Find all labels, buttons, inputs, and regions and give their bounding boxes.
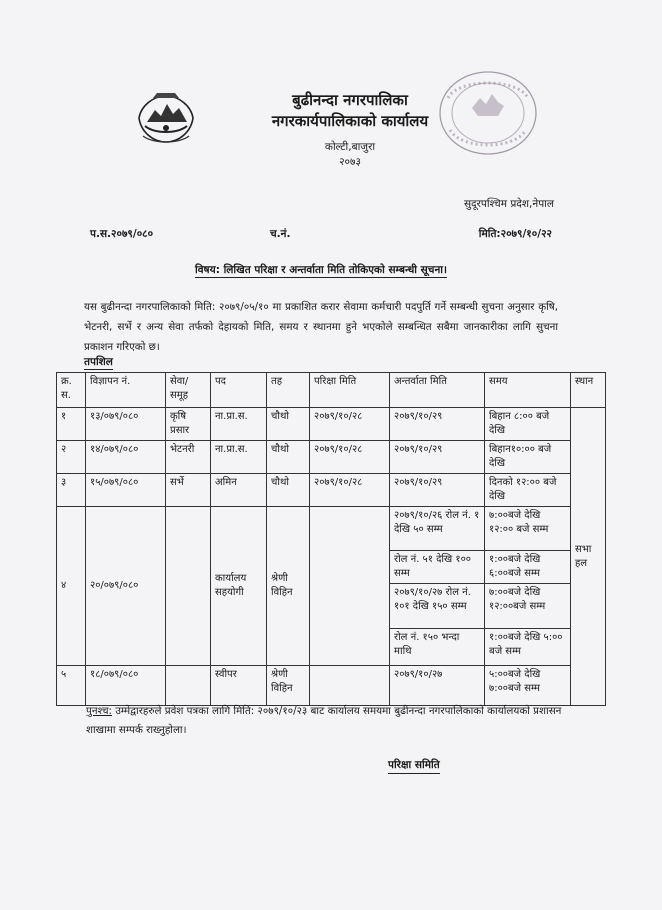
table-row [57,507,606,551]
notice-body: यस बुढीनन्दा नगरपालिकाको मिति: २०७९/०५/१० मा प्रकाशित करार सेवामा कर्मचारी पदपुर्ति गर्ने सम्बन्धी सुचना अनुसार कृषि, भेटनरी, सर्भे र अन्य सेवा तर्फको देहायको मिति, समय र स्थानमा हुने भएकोले सम्बन्धित सबैमा जानकारीका लागि सुचना प्रकाशन गरिएको छ। [84,301,558,353]
header-time: समय [485,373,571,408]
header-exam-date: परिक्षा मिति [310,373,390,408]
office-title: नगरकार्यपालिकाको कार्यालय [271,112,429,130]
cell-sn: ५ [57,666,86,706]
cell-interview-date: २०७९/१०/२९ [390,441,485,474]
footnote [86,702,564,740]
cell-exam-date: २०७९/१०/२८ [310,441,390,474]
cell-time: १:००बजे देखि ५:०० बजे सम्म [485,629,571,666]
cell-post: अमिन [211,474,267,507]
office-address [215,140,485,170]
cell-level: चौथो [267,441,310,474]
cell-service [166,507,211,666]
table-row [57,408,606,441]
footnote-label: पुनश्च: [86,705,112,717]
cell-service: भेटनरी [166,441,211,474]
letter-date: मिति:२०७९/१०/२२ [478,228,552,240]
cell-post: कार्यालय सहयोगी [211,507,267,666]
cell-interview-date: २०७९/१०/२७ [390,666,485,706]
cell-venue: सभा हल [571,408,606,706]
header-service: सेवा/ समूह [166,373,211,408]
office-name [215,90,485,132]
header-level: तह [267,373,310,408]
cell-adv-no: १५/०७९/०८० [86,474,166,507]
footnote-text: उम्मेद्वारहरुले प्रवेश पत्रका लागि मिति: २०७९/१०/२३ बाट कार्यालय समयमा बुढीनन्दा नगरपालिकाको कार्यालयको प्रशासन शाखामा सम्पर्क राख्नुहोला। [86,705,562,736]
cell-exam-date [310,666,390,706]
reference-line [90,227,552,243]
established-year: २०७३ [339,156,361,168]
cell-adv-no: १३/०७९/०८० [86,408,166,441]
details-heading: तपशिल [84,356,113,368]
cell-exam-date: २०७९/१०/२८ [310,474,390,507]
address-line: कोल्टी,बाजुरा [324,141,376,153]
cell-level: श्रेणी विहिन [267,507,310,666]
cell-post: ना.प्रा.स. [211,441,267,474]
cell-time: ५:००बजे देखि ७:००बजे सम्म [485,666,571,706]
cell-exam-date [310,507,390,666]
cell-service [166,666,211,706]
cell-service: कृषि प्रसार [166,408,211,441]
cell-interview-date: २०७९/१०/२७ रोल नं. १०१ देखि १५० सम्म [390,584,485,629]
cell-post: ना.प्रा.स. [211,408,267,441]
schedule-table [56,372,606,706]
header-adv-no: विज्ञापन नं. [86,373,166,408]
cell-sn: ४ [57,507,86,666]
cell-adv-no: २०/०७९/०८० [86,507,166,666]
subject-line [90,263,552,277]
cell-post: स्वीपर [211,666,267,706]
cell-interview-date: २०७९/१०/२९ [390,408,485,441]
cell-service: सर्भे [166,474,211,507]
cell-interview-date: २०७९/१०/२९ [390,474,485,507]
cell-time: १:००बजे देखि ६:००बजे सम्म [485,551,571,584]
cell-adv-no: १४/०७९/०८० [86,441,166,474]
province-line: सुदूरपश्चिम प्रदेश,नेपाल [463,198,554,210]
cell-level: चौथो [267,474,310,507]
subject-text: विषय: लिखित परिक्षा र अन्तर्वाता मिति तोकिएको सम्बन्धी सूचना। [195,264,447,276]
header-sn: क्र. स. [57,373,86,408]
cell-time: ७:००बजे देखि १२:००बजे सम्म [485,584,571,629]
nepal-emblem-icon [133,88,199,146]
cell-sn: ३ [57,474,86,507]
header-post: पद [211,373,267,408]
cell-time: दिनको १२:०० बजे देखि [485,474,571,507]
dispatch-number: च.नं. [270,228,291,240]
cell-level: श्रेणी विहिन [267,666,310,706]
cell-adv-no: १८/०७९/०८० [86,666,166,706]
header-interview-date: अन्तर्वाता मिति [390,373,485,408]
municipality-name: बुढीनन्दा नगरपालिका [292,91,408,109]
cell-time: ७:००बजे देखि १२:०० बजे सम्म [485,507,571,551]
header-venue: स्थान [571,373,606,408]
cell-sn: १ [57,408,86,441]
table-row [57,474,606,507]
cell-sn: २ [57,441,86,474]
cell-interview-date: रोल नं. ५१ देखि १०० सम्म [390,551,485,584]
table-header-row [57,373,606,408]
table-row [57,441,606,474]
cell-interview-date: २०७९/१०/२६ रोल नं. १ देखि ५० सम्म [390,507,485,551]
signature-committee: परिक्षा समिति [388,757,440,774]
letter-number: प.स.२०७९/०८० [90,228,154,240]
cell-time: बिहान१०:०० बजे देखि [485,441,571,474]
cell-interview-date: रोल नं. १५० भन्दा माथि [390,629,485,666]
table-row [57,666,606,706]
cell-exam-date: २०७९/१०/२८ [310,408,390,441]
cell-time: बिहान ८:०० बजे देखि [485,408,571,441]
cell-level: चौथो [267,408,310,441]
